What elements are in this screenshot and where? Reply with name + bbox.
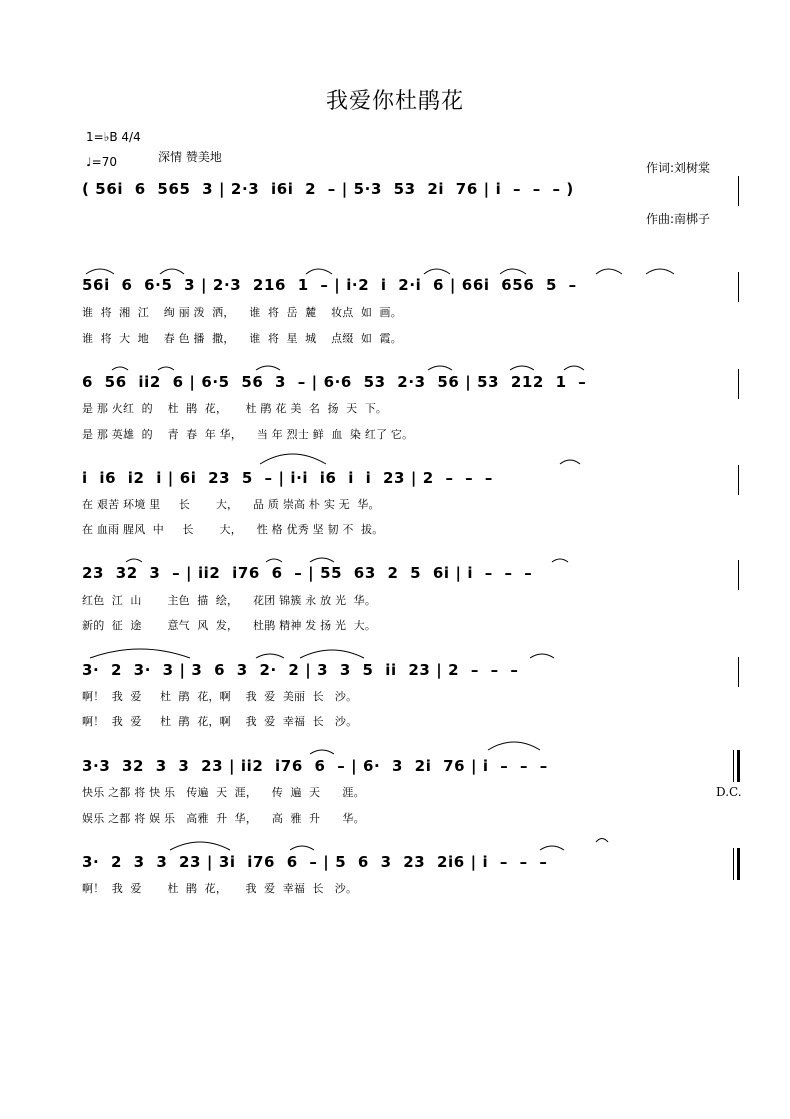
slur: [564, 366, 584, 370]
slur: [310, 558, 334, 562]
song-title: 我爱你杜鹃花: [325, 89, 464, 114]
slur: [86, 269, 114, 274]
notation-line-1: ( 56i 6 565 3 | 2·3 i6i 2 – | 5·3 53 2i 76 | i – – – ): [82, 180, 574, 198]
lyric-line-6a: 啊！ 我 爱 杜 鹃 花，啊 我 爱 美丽 长 沙。: [82, 690, 358, 703]
fermata: [596, 839, 608, 843]
notation-line-6: 3· 2 3· 3 | 3 6 3 2· 2 | 3 3 5 ii 23 | 2 – – –: [82, 661, 519, 679]
slur: [306, 269, 332, 274]
slur: [488, 742, 540, 750]
slur: [560, 460, 580, 464]
lyric-line-7b: 娱乐 之都 将 娱 乐 高雅 升 华， 高 雅 升 华。: [82, 812, 365, 825]
slur: [112, 367, 128, 370]
slur: [300, 650, 364, 658]
key-signature: 1=♭B 4/4: [86, 130, 141, 144]
slur: [646, 269, 674, 274]
slur: [170, 842, 230, 850]
slur: [428, 366, 452, 370]
slur: [126, 559, 142, 562]
lyric-line-4b: 在 血雨 腥风 中 长 大， 性 格 优秀 坚 韧 不 拔。: [82, 523, 384, 536]
slur: [256, 654, 284, 658]
slur: [160, 269, 184, 274]
lyric-line-2b: 谁 将 大 地 春 色 播 撒， 谁 将 星 城 点缀 如 霞。: [82, 332, 402, 345]
lyricist-credit: 作词:刘树棠: [645, 161, 710, 175]
notation-line-7: 3·3 32 3 3 23 | ii2 i76 6 – | 6· 3 2i 76 | i – – –: [82, 757, 548, 775]
slur: [260, 454, 326, 464]
lyric-line-8a: 啊！ 我 爱 杜 鹃 花， 我 爱 幸福 长 沙。: [82, 882, 358, 895]
slur: [552, 559, 568, 562]
slur: [540, 846, 564, 850]
notation-line-8: 3· 2 3 3 23 | 3i i76 6 – | 5 6 3 23 2i6 | i – – –: [82, 853, 548, 871]
slur: [530, 654, 554, 658]
slur: [510, 366, 534, 370]
notation-line-4: i i6 i2 i | 6i 23 5 – | i·i i6 i i 23 | 2 – – –: [82, 469, 494, 487]
slur: [266, 559, 282, 562]
notation-line-2: 56i 6 6·5 3 | 2·3 216 1 – | i·2 i 2·i 6 | 66i 656 5 –: [82, 276, 577, 294]
slur: [90, 649, 190, 658]
slur: [424, 269, 450, 274]
lyric-line-6b: 啊！ 我 爱 杜 鹃 花，啊 我 爱 幸福 长 沙。: [82, 715, 358, 728]
lyric-line-3a: 是 那 火红 的 杜 鹃 花， 杜 鹃 花 美 名 扬 天 下。: [82, 402, 388, 415]
lyric-line-5a: 红色 江 山 主色 描 绘， 花团 锦簇 永 放 光 华。: [82, 594, 377, 607]
notation-line-5: 23 32 3 – | ii2 i76 6 – | 55 63 2 5 6i | i – – –: [82, 564, 533, 582]
expression-marking: 深情 赞美地: [158, 150, 222, 164]
slur: [256, 366, 280, 370]
slur: [596, 269, 622, 274]
lyric-line-3b: 是 那 英雄 的 青 春 年 华， 当 年 烈士 鲜 血 染 红了 它。: [82, 428, 414, 441]
slur: [500, 269, 526, 274]
composer-credit: 作曲:南梆子: [645, 212, 710, 226]
lyric-line-7a: 快乐 之都 将 快 乐 传遍 天 涯， 传 遍 天 涯。: [82, 786, 365, 799]
slur: [290, 846, 314, 850]
da-capo-mark: D.C.: [716, 785, 742, 799]
notation-line-3: 6 56 ii2 6 | 6·5 56 3 – | 6·6 53 2·3 56 | 53 212 1 –: [82, 373, 587, 391]
lyric-line-2a: 谁 将 湘 江 绚 丽 泼 洒， 谁 将 岳 麓 妆点 如 画。: [82, 306, 402, 319]
lyric-line-4a: 在 艰苦 环境 里 长 大， 品 质 崇高 朴 实 无 华。: [82, 498, 380, 511]
tempo-marking: ♩=70: [86, 155, 117, 169]
slur: [310, 750, 334, 754]
slur: [158, 367, 174, 370]
lyric-line-5b: 新的 征 途 意气 风 发， 杜鹃 精神 发 扬 光 大。: [82, 619, 377, 632]
